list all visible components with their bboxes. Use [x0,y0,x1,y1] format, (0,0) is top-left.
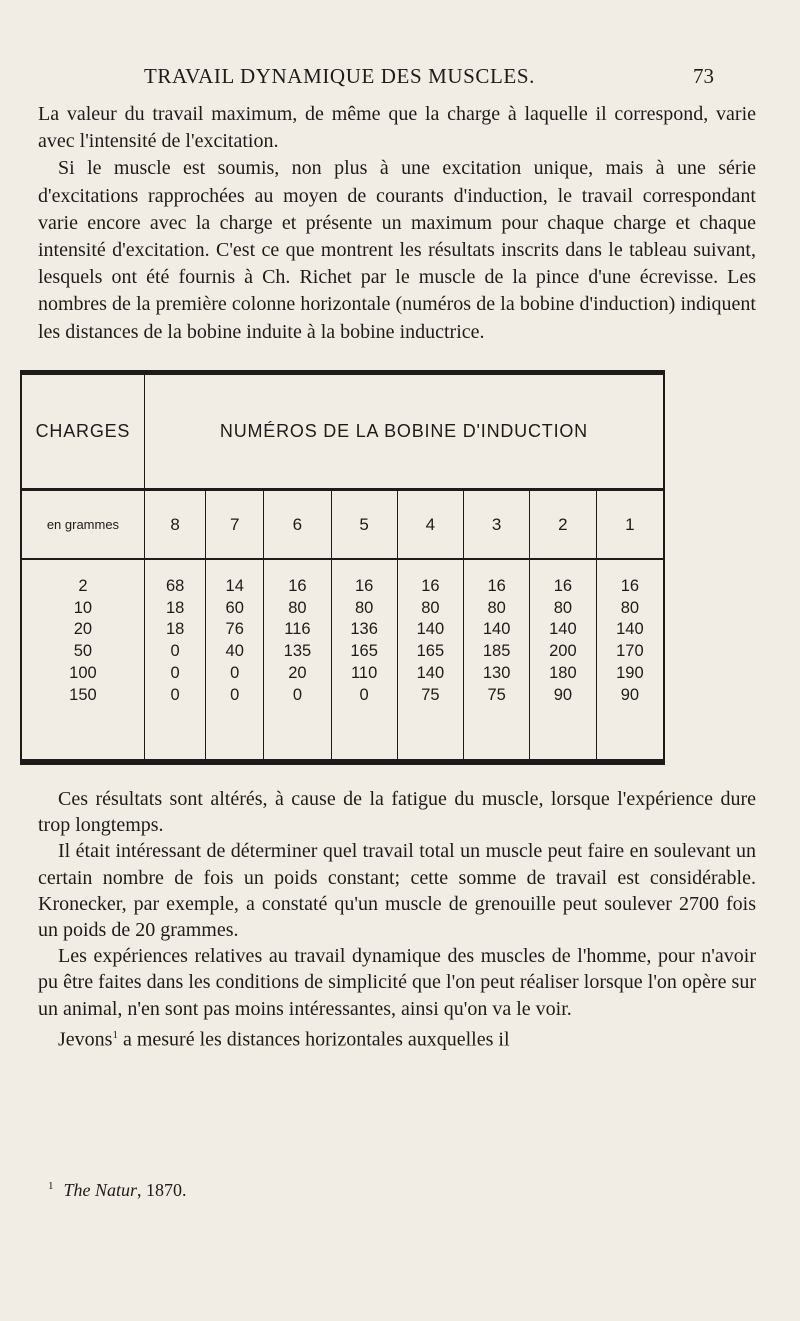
table-cell: 0 [292,685,302,704]
table-cell: 165 [416,642,445,661]
running-title: TRAVAIL DYNAMIQUE DES MUSCLES. [144,64,535,88]
table-cell: 20 [288,663,307,682]
paragraph: Les expériences relatives au travail dynamique des muscles de l'homme, pour n'avoir pu être faites dans les conditions de simplicité que l'on peut réaliser lorsque l'on opère sur un animal, n'en sont pas moins intéressantes, ainsi qu'on va le voir. [38,945,756,1020]
charges-header: CHARGES [22,375,144,490]
table-cell: 136 [350,620,378,639]
bobine-number: 3 [464,490,530,560]
bobine-number: 6 [264,490,332,560]
table-cell: 90 [553,685,573,704]
intro-text [38,101,756,346]
bobine-column-8 [144,559,205,759]
table-cell: 16 [487,577,506,595]
paragraph [38,1022,756,1053]
bobine-column-1 [596,559,663,759]
unit-label: en grammes [22,490,144,560]
table-cell: 16 [553,577,573,595]
table-cell: 10 [73,598,93,617]
bobine-number: 1 [596,490,663,560]
table-cell: 2 [78,577,88,595]
table-cell: 14 [225,577,244,595]
footnote-mark: 1 [48,1180,54,1192]
table-cell: 50 [73,642,93,661]
table-cell: 20 [73,620,93,639]
page-header [144,64,714,94]
footnote-source: The Natur [63,1180,138,1200]
table-cell: 0 [230,685,240,704]
table-cell: 130 [482,663,511,682]
author-name: Jevons [58,1028,113,1051]
footnote-year: , 1870. [137,1180,187,1200]
numeros-header: NUMÉROS DE LA BOBINE D'INDUCTION [144,375,663,490]
table-cell: 0 [230,663,240,682]
bobine-column-7 [206,559,264,759]
table-cell: 0 [170,685,180,704]
paragraph-tail: a mesuré les distances horizontales auxquelles il [117,1028,510,1051]
table-cell: 100 [69,663,97,682]
bobine-column-4 [397,559,464,759]
table-cell: 18 [165,620,185,639]
table-cell: 116 [284,620,311,639]
table-cell: 75 [421,685,440,704]
table-cell: 68 [165,577,185,595]
table-cell: 185 [482,642,511,661]
table-cell: 16 [288,577,307,595]
closing-text [38,786,756,1053]
table-cell: 0 [359,685,369,704]
table-cell: 40 [225,642,244,661]
bobine-number: 7 [206,490,264,560]
table-cell: 90 [620,685,640,704]
table-cell: 150 [69,685,97,704]
table-cell: 140 [416,663,445,682]
table-cell: 80 [354,598,374,617]
table-cell: 75 [487,685,506,704]
table-cell: 135 [283,642,312,661]
bobine-number: 8 [144,490,205,560]
table-cell: 140 [549,620,577,639]
table-cell: 0 [170,663,180,682]
table-cell: 80 [553,598,573,617]
table-cell: 110 [350,663,378,682]
table-cell: 76 [225,620,244,639]
table-cell: 18 [165,598,185,617]
table-cell: 16 [421,577,440,595]
table-cell: 140 [416,620,445,639]
table-cell: 80 [620,598,640,617]
table-cell: 80 [288,598,307,617]
bobine-number: 4 [397,490,464,560]
table-cell: 0 [170,642,180,661]
footnote [48,1180,187,1201]
table-cell: 200 [549,642,577,661]
paragraph: Si le muscle est soumis, non plus à une excitation unique, mais à une série d'excitations rapprochées au moyen de courants d'induction, le travail correspondant varie encore avec la charge et présente un maximum pour chaque charge et chaque intensité d'excitation. C'est ce que montrent les résultats inscrits dans le tableau suivant, lesquels ont été fournis à Ch. Richet par le muscle de la pince d'une écrevisse. Les nombres de la première colonne horizontale (numéros de la bobine d'induction) indiquent les distances de la bobine induite à la bobine inductrice. [38,157,756,343]
bobine-column-2 [530,559,597,759]
bobine-column-3 [464,559,530,759]
bobine-column-5 [331,559,397,759]
table-cell: 140 [482,620,511,639]
paragraph: La valeur du travail maximum, de même que la charge à laquelle il correspond, varie avec l'intensité de l'excitation. [38,103,756,153]
table-cell: 170 [616,642,644,661]
footnote-reference: 1 [112,1028,118,1041]
paragraph: Il était intéressant de déterminer quel travail total un muscle peut faire en soulevant un certain nombre de fois un poids constant; cette somme de travail est considérable. Kronecker, par exemple, a constaté qu'un muscle de grenouille peut soulever 2700 fois un poids de 20 grammes. [38,840,756,942]
table-cell: 140 [616,620,644,639]
charges-column [22,559,144,759]
bobine-number: 5 [331,490,397,560]
table-cell: 165 [350,642,378,661]
table-cell: 16 [620,577,640,595]
page-number: 73 [693,64,714,88]
paragraph: Ces résultats sont altérés, à cause de la fatigue du muscle, lorsque l'expérience dure trop longtemps. [38,788,756,837]
bobine-number: 2 [530,490,597,560]
table-cell: 190 [616,663,644,682]
table-cell: 80 [487,598,506,617]
table-cell: 16 [354,577,374,595]
induction-table [20,370,665,765]
table-cell: 180 [549,663,577,682]
table-cell: 80 [421,598,440,617]
bobine-column-6 [264,559,332,759]
table-cell: 60 [225,598,244,617]
